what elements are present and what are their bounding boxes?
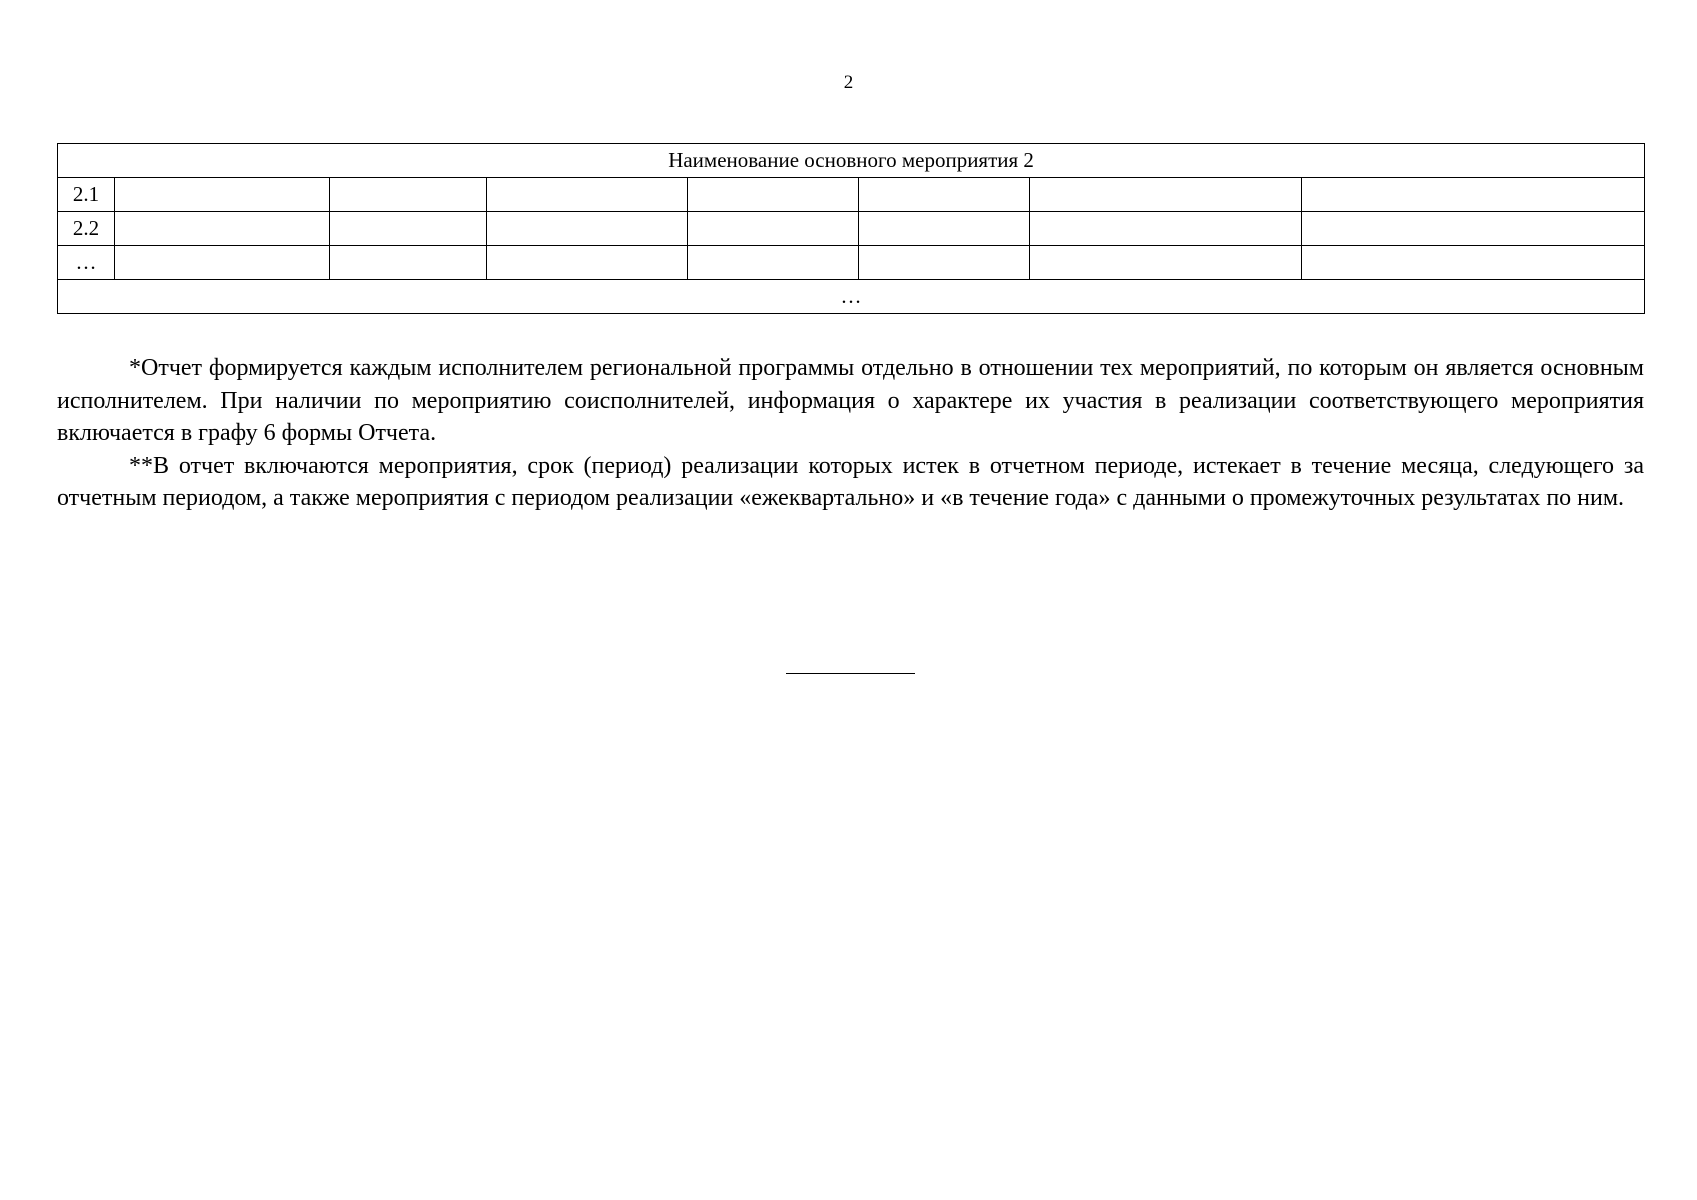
continuation-ellipsis: …: [58, 280, 1645, 314]
table-cell: [1030, 212, 1302, 246]
section-title: Наименование основного мероприятия 2: [58, 144, 1645, 178]
table-row: [58, 212, 1645, 246]
table-cell: [330, 178, 487, 212]
page-number: 2: [843, 72, 854, 93]
table-cell: [688, 246, 859, 280]
table-cell: [487, 246, 688, 280]
table-cell: [115, 212, 330, 246]
footnote-2: **В отчет включаются мероприятия, срок (период) реализации которых истек в отчетном периоде, истекает в течение месяца, следующего за отчетным периодом, а также мероприятия с периодом реализации «ежеквартально» и «в течение года» с данными о промежуточных результатах по ним.: [57, 452, 1644, 511]
section-header-row: [58, 144, 1645, 178]
table-cell: [1302, 178, 1645, 212]
table-cell: [330, 212, 487, 246]
table-cell: [688, 212, 859, 246]
table-cell: [115, 246, 330, 280]
continuation-row: [58, 280, 1645, 314]
end-separator-line: [786, 673, 915, 674]
table-cell: [859, 178, 1030, 212]
table-cell: [688, 178, 859, 212]
table-cell: [115, 178, 330, 212]
table-cell: [1302, 212, 1645, 246]
table-cell: [1302, 246, 1645, 280]
row-number: …: [58, 246, 115, 280]
row-number: 2.2: [58, 212, 115, 246]
table-cell: [487, 178, 688, 212]
table-cell: [859, 212, 1030, 246]
table-cell: [487, 212, 688, 246]
table-cell: [859, 246, 1030, 280]
table-cell: [330, 246, 487, 280]
table-row: [58, 246, 1645, 280]
table-cell: [1030, 246, 1302, 280]
row-number: 2.1: [58, 178, 115, 212]
table-cell: [1030, 178, 1302, 212]
table-row: [58, 178, 1645, 212]
footnotes: [57, 352, 1644, 515]
report-table: [57, 143, 1645, 314]
footnote-1: *Отчет формируется каждым исполнителем региональной программы отдельно в отношении тех мероприятий, по которым он является основным исполнителем. При наличии по мероприятию соисполнителей, информация о характере их участия в реализации соответствующего мероприятия включается в графу 6 формы Отчета.: [57, 355, 1644, 446]
